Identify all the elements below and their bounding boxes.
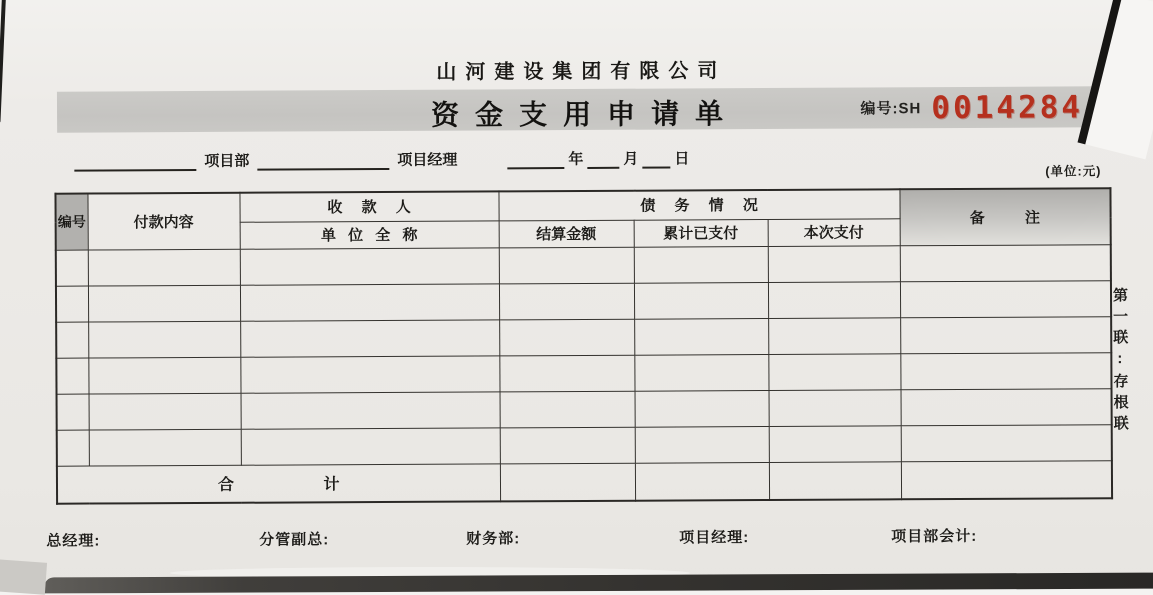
form-title: 资金支用申请单	[430, 98, 740, 131]
day-blank-line	[642, 151, 670, 169]
table-row	[57, 424, 1112, 466]
project-manager-label: 项目经理	[397, 151, 458, 169]
expenditure-table	[54, 187, 1113, 505]
day-label: 日	[674, 150, 690, 168]
year-label: 年	[568, 150, 584, 169]
serial-number-stamp: 0014284	[931, 88, 1084, 126]
table-row	[56, 352, 1111, 394]
copy-stub-note: 第一联:存根联	[1110, 287, 1129, 437]
month-label: 月	[623, 150, 639, 168]
column-group-debt-status: 债 务 情 况	[498, 189, 899, 220]
signature-project-manager: 项目经理:	[679, 529, 750, 547]
table-row	[56, 280, 1111, 322]
column-header-payee-unit: 单 位 全 称	[240, 220, 499, 248]
signature-project-accountant: 项目部会计:	[891, 527, 978, 546]
signature-vice-president: 分管副总:	[259, 531, 330, 549]
signature-finance-dept: 财务部:	[466, 530, 521, 548]
serial-number-group	[860, 86, 1083, 128]
month-blank-line	[587, 151, 619, 169]
table-row	[56, 316, 1111, 358]
project-manager-blank-line	[257, 152, 389, 170]
table-row	[56, 244, 1111, 286]
column-header-paid-total: 累计已支付	[634, 219, 768, 247]
title-band	[57, 86, 1097, 132]
project-info-line	[74, 147, 689, 171]
column-header-this-payment: 本次支付	[768, 218, 900, 246]
column-header-no: 编号	[55, 194, 87, 250]
project-dept-label: 项目部	[204, 152, 250, 170]
signature-line	[1, 524, 1153, 554]
company-name: 山河建设集团有限公司	[436, 60, 727, 84]
column-group-payee: 收 款 人	[239, 191, 498, 221]
total-row	[57, 460, 1112, 504]
total-label: 合 计	[57, 463, 500, 503]
year-blank-line	[507, 151, 564, 169]
column-header-remarks: 备 注	[899, 188, 1110, 245]
serial-label: 编号:SH	[860, 100, 922, 118]
scan-corner-bottom-left	[0, 559, 47, 595]
project-dept-blank-line	[74, 153, 196, 171]
column-header-payment-content: 付款内容	[87, 193, 239, 250]
currency-unit-note: (单位:元)	[1045, 164, 1102, 179]
table-row	[57, 388, 1112, 430]
signature-general-manager: 总经理:	[46, 532, 101, 550]
column-header-settle-amount: 结算金额	[499, 220, 634, 248]
table-body	[56, 244, 1112, 466]
